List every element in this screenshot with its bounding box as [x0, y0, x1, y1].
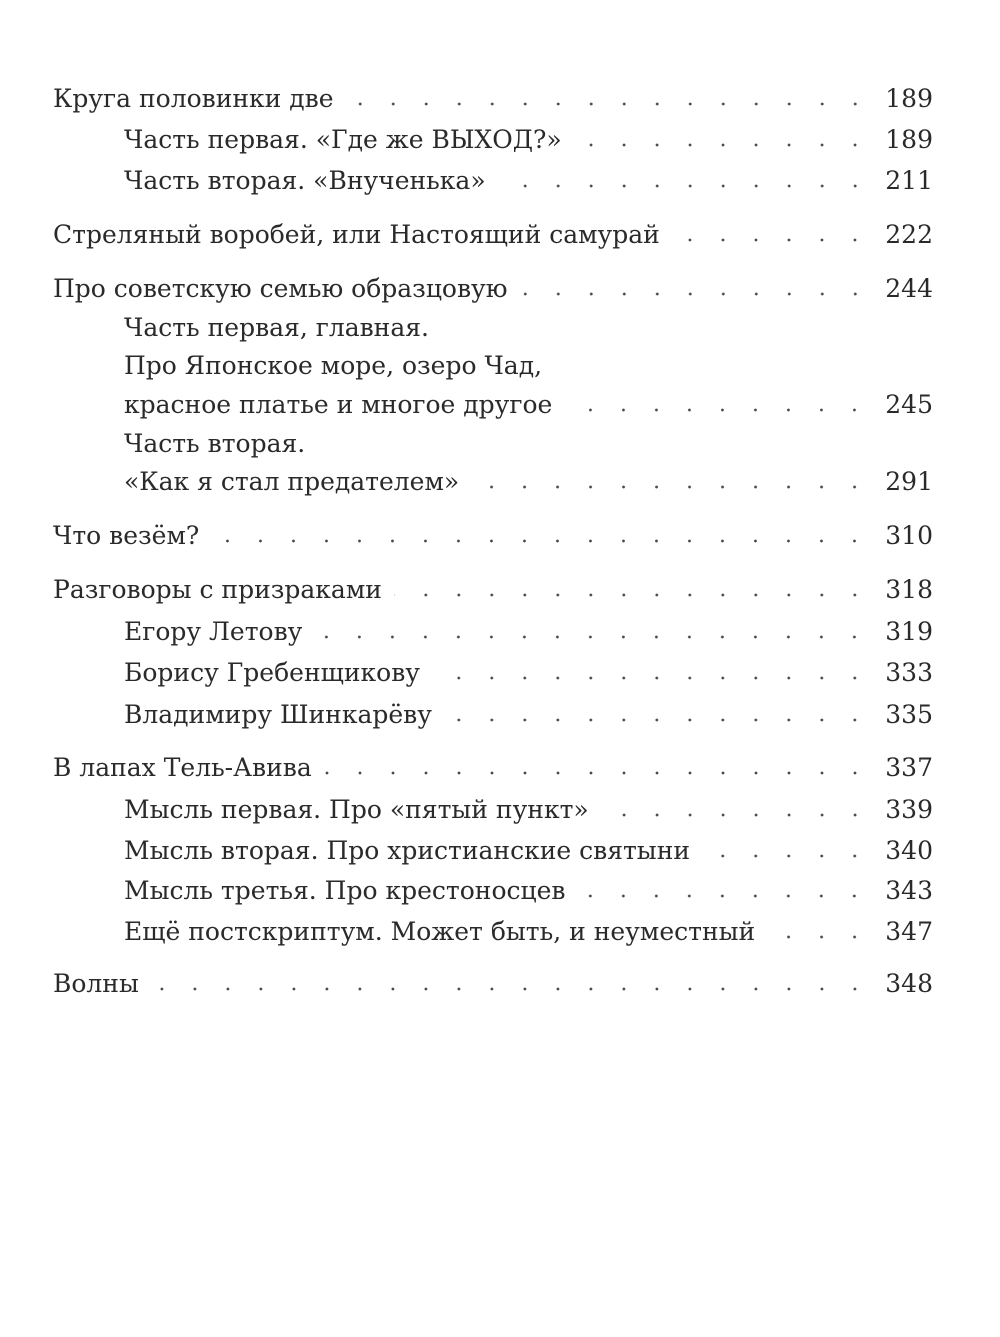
toc-entry-page: 291	[885, 467, 933, 496]
dot-leader	[432, 674, 871, 682]
toc-subentry[interactable]	[124, 690, 933, 730]
toc-entry-title: Борису Гребенщикову	[124, 658, 420, 687]
dot-leader	[151, 985, 871, 993]
toc-entry-page: 348	[885, 969, 933, 998]
dot-leader	[471, 483, 871, 491]
toc-subentry[interactable]	[124, 419, 933, 459]
toc-subentry[interactable]	[124, 115, 933, 155]
toc-entry[interactable]	[53, 511, 933, 551]
toc-subentry[interactable]	[124, 607, 933, 647]
toc-entry-page: 319	[885, 617, 933, 646]
toc-entry-title: Владимиру Шинкарёву	[124, 700, 432, 729]
toc-entry-title: Мысль первая. Про «пятый пункт»	[124, 795, 589, 824]
dot-leader	[211, 537, 871, 545]
toc-entry-page: 189	[885, 125, 933, 154]
dot-leader	[498, 182, 872, 190]
toc-subentry[interactable]	[124, 785, 933, 825]
toc-entry-title: Мысль третья. Про крестоносцев	[124, 876, 566, 905]
toc-subentry[interactable]	[124, 303, 933, 343]
dot-leader	[314, 633, 871, 641]
toc-entry-title: Часть вторая. «Внученька»	[124, 166, 486, 195]
toc-subentry[interactable]	[124, 380, 933, 420]
dot-leader	[520, 290, 872, 298]
toc-entry-page: 211	[885, 166, 933, 195]
toc-entry-page: 245	[885, 390, 933, 419]
toc-entry-title: Часть первая, главная.	[124, 313, 429, 342]
toc-entry-page: 337	[885, 753, 933, 782]
toc-entry-title: Про Японское море, озеро Чад,	[124, 351, 543, 380]
toc-subentry[interactable]	[124, 826, 933, 866]
toc-entry-page: 335	[885, 700, 933, 729]
toc-entry[interactable]	[53, 743, 933, 783]
toc-entry-title: Часть первая. «Где же ВЫХОД?»	[124, 125, 562, 154]
toc-entry-title: Егору Летову	[124, 617, 303, 646]
toc-entry-page: 340	[885, 836, 933, 865]
dot-leader	[564, 406, 871, 414]
toc-subentry[interactable]	[124, 156, 933, 196]
toc-entry-page: 343	[885, 876, 933, 905]
toc-entry-title: В лапах Тель-Авива	[53, 753, 312, 782]
toc-subentry[interactable]	[124, 866, 933, 906]
dot-leader	[346, 100, 872, 108]
toc-subentry[interactable]	[124, 648, 933, 688]
toc-entry[interactable]	[53, 210, 933, 250]
toc-entry-page: 333	[885, 658, 933, 687]
toc-entry-page: 222	[885, 220, 933, 249]
toc-entry-title: Круга половинки две	[53, 84, 334, 113]
toc-entry-title: Про советскую семью образцовую	[53, 274, 508, 303]
toc-entry-page: 339	[885, 795, 933, 824]
toc-entry-page: 318	[885, 575, 933, 604]
toc-entry-title: Разговоры с призраками	[53, 575, 382, 604]
toc-entry-title: Часть вторая.	[124, 429, 306, 458]
toc-entry-title: Ещё постскриптум. Может быть, и неуместный	[124, 917, 756, 946]
toc-entry-title: Мысль вторая. Про христианские святыни	[124, 836, 691, 865]
toc-entry-title: Волны	[53, 969, 139, 998]
dot-leader	[577, 892, 871, 900]
toc-entry-page: 347	[885, 917, 933, 946]
toc-subentry[interactable]	[124, 341, 933, 381]
toc-entry-page: 189	[885, 84, 933, 113]
toc-entry-page: 310	[885, 521, 933, 550]
toc-entry[interactable]	[53, 264, 933, 304]
dot-leader	[574, 141, 872, 149]
toc-subentry[interactable]	[124, 907, 933, 947]
dot-leader	[702, 852, 871, 860]
toc-entry-page: 244	[885, 274, 933, 303]
toc-entry-title: Стреляный воробей, или Настоящий самурай	[53, 220, 660, 249]
toc-entry-title: «Как я стал предателем»	[124, 467, 460, 496]
toc-subentry[interactable]	[124, 457, 933, 497]
dot-leader	[324, 769, 872, 777]
dot-leader	[601, 811, 872, 819]
dot-leader	[767, 933, 871, 941]
dot-leader	[672, 236, 871, 244]
toc-entry[interactable]	[53, 565, 933, 605]
toc-entry-title: красное платье и многое другое	[124, 390, 553, 419]
toc-entry[interactable]	[53, 74, 933, 114]
toc-entry[interactable]	[53, 959, 933, 999]
dot-leader	[444, 716, 871, 724]
toc-entry-title: Что везём?	[53, 521, 200, 550]
dot-leader	[394, 591, 871, 599]
